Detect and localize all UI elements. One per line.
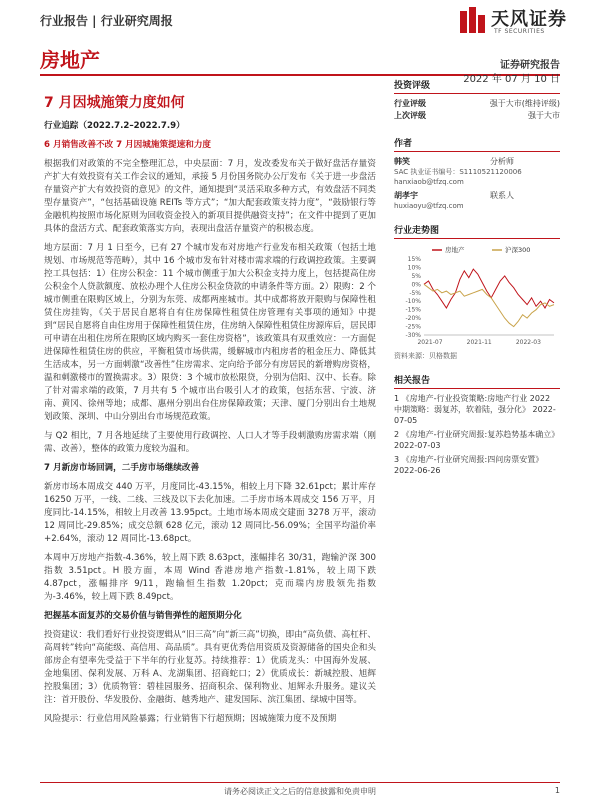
trend-chart-svg [394, 243, 560, 351]
y-tick-label: 15% [407, 256, 421, 263]
y-tick-label: -25% [405, 323, 421, 331]
author-1-sac-number: S1110521120006 [459, 168, 522, 176]
sidebar [394, 78, 560, 479]
related-reports-title: 相关报告 [394, 373, 560, 389]
author-1-sac-label: SAC 执业证书编号： [394, 168, 460, 176]
tracking-heading: 行业追踪（2022.7.2–2022.7.9） [44, 121, 185, 131]
author-2-email[interactable]: huxiaoyu@tfzq.com [394, 202, 464, 210]
y-tick-label: 0% [411, 281, 421, 289]
x-tick-label: 2021-07 [417, 339, 443, 346]
paragraph-7: 风险提示：行业信用风险暴露；行业销售下行超预期；因城施策力度不及预期 [44, 714, 337, 724]
paragraph-5: 本周申万房地产指数-4.36%，较上周下跌 8.63pct，涨幅排名 30/31，跑输沪深 300 指数 3.51pct。H 股方面，本周 Wind 香港房地产指数-1.81%，较上周下跌 4.87pct，涨幅排序 9/11，跑输恒生指数 1.20pct；克而瑞内房股领先指数为-3.46%，较上周下跌 8.49pct。 [44, 553, 376, 602]
author-title: 作者 [394, 136, 560, 152]
paragraph-4: 新房市场本周成交 440 万平，月度同比-43.15%，相较上月下降 32.61pct；累计库存 16250 万平，一线、二线、三线及以下去化加速。二手房市场本周成交 156 万平，月度同比-14.15%，相较上月改善 13.95pct。土地市场本周成交建面 3278 万平，滚动 12 周同比-29.85%；成交总额 628 亿元，滚动 12 周同比-56.09%；全国平均溢价率+2.64%，滚动 12 周同比-13.68pct。 [44, 482, 376, 544]
trend-chart-title: 行业走势图 [394, 223, 560, 239]
section-1-title: 6 月销售改善不改 7 月因城施策提速和力度 [44, 140, 212, 150]
legend-label-2: 沪深300 [505, 246, 531, 254]
y-tick-label: 5% [411, 272, 421, 280]
prev-rating-value: 强于大市 [528, 111, 560, 120]
tf-securities-logo [458, 2, 568, 46]
logo-icon [458, 5, 488, 35]
y-tick-label: -5% [409, 289, 421, 297]
series-line-2 [424, 284, 554, 326]
related-report-2[interactable]: 2 《房地产-行业研究周报:复苏趋势基本确立》 2022-07-03 [394, 430, 560, 450]
paragraph-3: 与 Q2 相比，7 月各地延续了主要使用行政调控、人口人才等手段刺激购房需求端（刚需、改善），整体的政策力度较为温和。 [44, 431, 376, 454]
section-2-title: 7 月新房市场回调，二手房市场继续改善 [44, 463, 200, 473]
x-tick-label: 2021-11 [466, 339, 492, 346]
section-3-title: 把握基本面复苏的交易价值与销售弹性的超预期分化 [44, 611, 242, 621]
main-content [44, 116, 376, 732]
paragraph-1: 根据我们对政策的不完全整理汇总，中央层面：7 月，发改委发布关于做好盘活存量资产扩大有效投资有关工作会议的通知，承接 5 月份国务院办公厅发布《关于进一步盘活存量资产扩大有效投资的意见》的文件，通知提到“灵活采取多种方式，有效盘活不同类型存量资产”，“包括基础设施 REITs 等方式”；“加大配套政策支持力度”，“鼓励银行等金融机构按照市场化原则为回收资金投入的新项目提供融资支持”；在文件中提到了更加具体的盘活方式、配套政策落实方向，表现出盘活存量资产的积极态度。 [44, 159, 376, 234]
chart-source: 资料来源：贝格数据 [394, 352, 457, 360]
author-2-name: 胡孝宇 [394, 191, 418, 200]
footer-disclaimer: 请务必阅读正文之后的信息披露和免责申明 [224, 787, 376, 796]
paragraph-6: 投资建议：我们看好行业投资逻辑从“旧三高”向“新三高”切换，即由“高负债、高杠杆、高周转”转向“高能级、高信用、高品质”。具有更优秀信用资质及资源储备的国央企和头部房企有望率先受益于下半年的行业复苏。持续推荐：1）优质龙头：中国海外发展、金地集团、保利发展、万科 A、龙湖集团、招商蛇口；2）优质成长：新城控股、旭辉控股集团；3）优质物管：碧桂园服务、招商积余、保利物业、旭辉永升服务。建议关注：首开股份、华发股份、金融街、越秀地产、建发国际、滨江集团、绿城中国等。 [44, 630, 376, 705]
author-1 [394, 156, 560, 167]
x-tick-label: 2022-03 [515, 339, 541, 346]
report-date: 2022 年 07 月 10 日 [463, 74, 560, 85]
trend-chart [394, 243, 560, 351]
rating-label: 行业评级 [394, 99, 426, 108]
report-category: 行业报告 | 行业研究周报 [40, 14, 173, 28]
related-report-3[interactable]: 3 《房地产-行业研究周报:四问房票安置》 2022-06-26 [394, 455, 544, 475]
author-2-role: 联系人 [490, 191, 514, 200]
rating-value: 强于大市(维持评级) [489, 99, 560, 108]
logo-text-en: TF SECURITIES [494, 28, 545, 35]
prev-rating-label: 上次评级 [394, 111, 426, 120]
y-tick-label: -20% [405, 315, 421, 323]
author-1-role: 分析师 [490, 157, 514, 166]
page-number: 1 [554, 786, 560, 795]
author-1-email[interactable]: hanxiaob@tfzq.com [394, 178, 464, 186]
series-line-1 [424, 269, 554, 308]
footer-divider [40, 782, 560, 783]
report-type: 证券研究报告 [500, 60, 560, 71]
legend-label-1: 房地产 [445, 246, 465, 254]
author-1-name: 韩笑 [394, 157, 410, 166]
rating-row [394, 98, 560, 110]
prev-rating-row [394, 110, 560, 122]
paragraph-2: 地方层面：7 月 1 日至今，已有 27 个城市发布对房地产行业发布相关政策（包括土地规划、市场规范等范畴），其中 16 个城市发布针对楼市需求端的行政调控政策。主要调控工具包括：1）住房公积金：11 个城市侧重于加大公积金支持力度上，包括提高住房公积金个人贷款额度、放松办理个人住房公积金贷款的申请条件等方面。2）限购：2 个城市侧重在限购区域上，分别为东莞、成都两座城市。其中成都将放开限购与保障性租赁住房挂钩，《关于居民自愿将自有住房保障性租赁住房管理有关事项的通知》中提到“居民自愿将自由住房用于保障性租赁住房，住房纳入保障性租赁住房源库后，居民即可申请在出租住房所在限购区域内购买一套住房资格”，该政策具有双重效应：一方面促进保障性租赁住房的供应，平衡租赁市场供需，缓解城市内租房者的租金压力、降低其生活成本，另一方面刺激“改善性”住房需求、定向给予部分有房居民的新增购房资格，温和刺激楼市的置换需求。3）限贷：3 个城市放松限贷，分别为信阳、汉中、长春。除了针对需求端的政策，7 月共有 5 个城市出台吸引人才的政策，包括东营、宁波、济南、黄冈、徐州等地；成都、惠州分别出台住房保障政策；天津、厦门分别出台土地规划政策、深圳、中山分别出台市场规范政策。 [44, 243, 376, 422]
rating-title: 投资评级 [394, 78, 560, 94]
related-report-1[interactable]: 1 《房地产-行业投资策略:房地产行业 2022 中期策略：弱复苏，软着陆，强分化》 2022-07-05 [394, 394, 556, 425]
author-2 [394, 190, 560, 201]
report-title: 7 月因城施策力度如何 [44, 95, 185, 111]
y-tick-label: 10% [407, 264, 421, 272]
author-1-sac [394, 167, 560, 177]
y-tick-label: -15% [405, 306, 421, 314]
y-tick-label: -10% [405, 298, 421, 306]
logo-text-cn: 天风证券 [491, 9, 567, 30]
sector-title: 房地产 [40, 48, 100, 72]
y-tick-label: -30% [405, 332, 421, 339]
